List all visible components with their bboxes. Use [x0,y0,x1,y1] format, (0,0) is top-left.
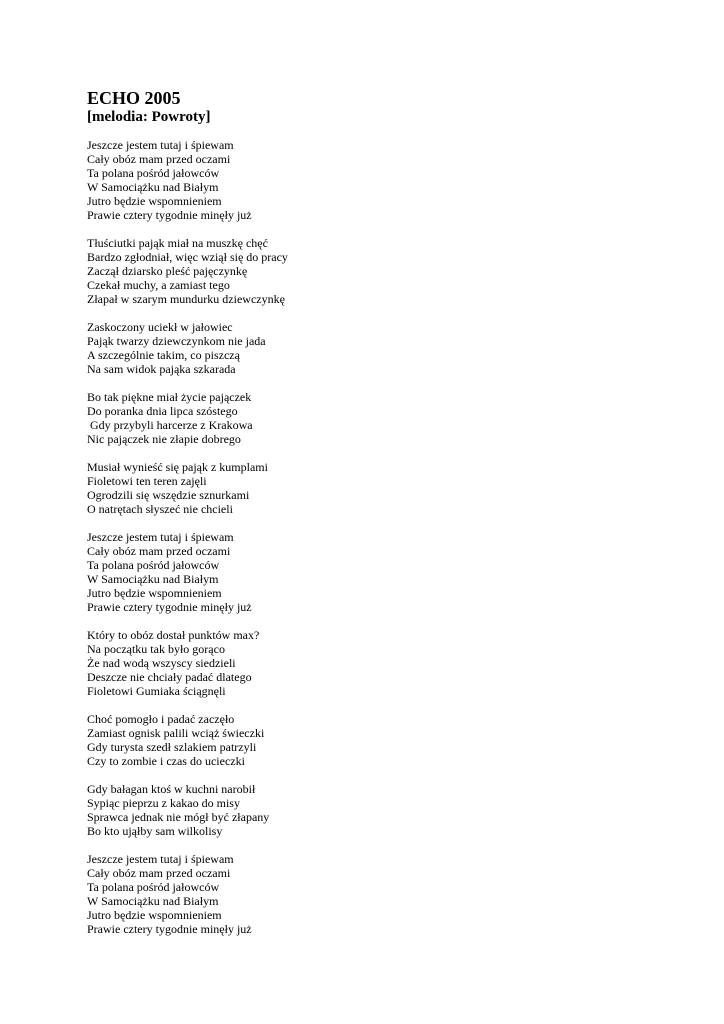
lyric-line: Prawie cztery tygodnie minęły już [87,922,252,936]
lyric-line: Deszcze nie chciały padać dlatego [87,670,252,684]
lyric-line: Że nad wodą wszyscy siedzieli [87,656,236,670]
lyric-line: Jutro będzie wspomnieniem [87,908,222,922]
lyric-line: Prawie cztery tygodnie minęły już [87,208,252,222]
lyric-line: Fioletowi ten teren zajęli [87,474,207,488]
lyric-line: W Samociążku nad Białym [87,572,219,586]
lyric-line: Który to obóz dostał punktów max? [87,628,260,642]
lyric-line: Sprawca jednak nie mógł być złapany [87,810,270,824]
lyric-line: Gdy bałagan ktoś w kuchni narobił [87,782,256,796]
lyric-line: Cały obóz mam przed oczami [87,544,231,558]
lyric-line: Czekał muchy, a zamiast tego [87,278,230,292]
lyric-line: Jutro będzie wspomnieniem [87,586,222,600]
lyric-line: Zaczął dziarsko pleść pajęczynkę [87,264,248,278]
lyric-line: Cały obóz mam przed oczami [87,866,231,880]
lyric-line: Choć pomogło i padać zaczęło [87,712,235,726]
stanza [87,852,647,936]
lyric-line: Nic pajączek nie złapie dobrego [87,432,241,446]
stanza [87,530,647,614]
lyric-line: Na sam widok pająka szkarada [87,362,236,376]
stanza [87,390,647,446]
lyric-line: Gdy przybyli harcerze z Krakowa [87,418,253,432]
lyric-line: Czy to zombie i czas do ucieczki [87,754,245,768]
lyric-line: W Samociążku nad Białym [87,894,219,908]
lyric-line: Zamiast ognisk palili wciąż świeczki [87,726,265,740]
lyric-line: Gdy turysta szedł szlakiem patrzyli [87,740,257,754]
stanza [87,628,647,698]
lyric-line: Fioletowi Gumiaka ściągnęli [87,684,226,698]
stanza [87,236,647,306]
lyric-line: Na początku tak było gorąco [87,642,225,656]
lyric-line: Jeszcze jestem tutaj i śpiewam [87,138,234,152]
lyric-line: Ta polana pośród jałowców [87,880,220,894]
lyric-line: O natrętach słyszeć nie chcieli [87,502,233,516]
document-content [87,88,647,950]
stanza [87,138,647,222]
lyric-line: Ta polana pośród jałowców [87,166,220,180]
lyric-line: Do poranka dnia lipca szóstego [87,404,238,418]
lyrics-body [87,138,647,936]
lyric-line: Tłuściutki pająk miał na muszkę chęć [87,236,268,250]
lyric-line: Sypiąc pieprzu z kakao do misy [87,796,240,810]
lyric-line: W Samociążku nad Białym [87,180,219,194]
lyric-line: Jeszcze jestem tutaj i śpiewam [87,852,234,866]
lyric-line: Bardzo zgłodniał, więc wziął się do pracy [87,250,288,264]
lyric-line: Jeszcze jestem tutaj i śpiewam [87,530,234,544]
lyric-line: Cały obóz mam przed oczami [87,152,231,166]
lyric-line: Złapał w szarym mundurku dziewczynkę [87,292,285,306]
lyric-line: Jutro będzie wspomnieniem [87,194,222,208]
lyric-line: Musiał wynieść się pająk z kumplami [87,460,268,474]
song-title: ECHO 2005 [87,88,181,108]
stanza [87,320,647,376]
song-subtitle: [melodia: Powroty] [87,109,211,125]
stanza [87,782,647,838]
lyric-line: Pająk twarzy dziewczynkom nie jada [87,334,266,348]
lyric-line: Zaskoczony uciekł w jałowiec [87,320,233,334]
lyric-line: Ta polana pośród jałowców [87,558,220,572]
stanza [87,460,647,516]
lyric-line: Bo kto ująłby sam wilkolisy [87,824,223,838]
lyric-line: Ogrodzili się wszędzie sznurkami [87,488,250,502]
stanza [87,712,647,768]
lyric-line: Prawie cztery tygodnie minęły już [87,600,252,614]
lyric-line: Bo tak piękne miał życie pajączek [87,390,252,404]
lyric-line: A szczególnie takim, co piszczą [87,348,240,362]
